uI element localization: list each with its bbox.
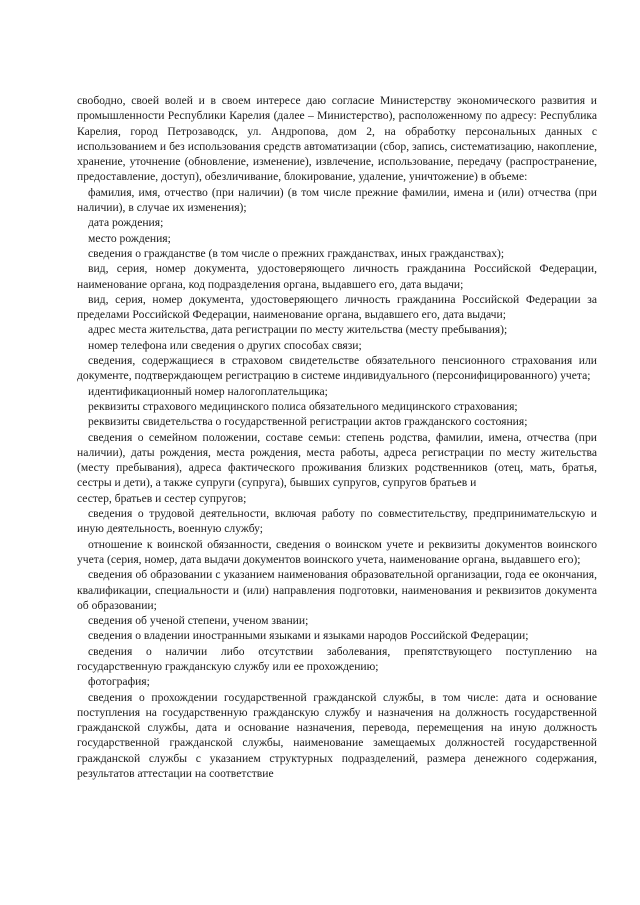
document-page	[77, 93, 597, 781]
list-item-academic-degree: сведения об ученой степени, ученом звании;	[88, 614, 309, 628]
list-item-medical-policy: реквизиты страхового медицинского полиса обязательного медицинского страхования;	[88, 399, 518, 413]
list-item-phone: номер телефона или сведения о других способах связи;	[88, 338, 362, 352]
list-item-citizenship: сведения о гражданстве (в том числе о прежних гражданствах, иных гражданствах);	[88, 246, 505, 260]
list-item-health: сведения о наличии либо отсутствии заболевания, препятствующего поступлению на государственную гражданскую службу или ее прохождению;	[77, 644, 597, 673]
list-item-military-record: отношение к воинской обязанности, сведения о воинском учете и реквизиты документов воинского учета (серия, номер, дата выдачи документов воинского учета, наименование органа, выдавшего его);	[77, 537, 597, 566]
list-item-languages: сведения о владении иностранными языками и языками народов Российской Федерации;	[88, 629, 529, 643]
list-item-taxpayer-number: идентификационный номер налогоплательщика;	[88, 384, 328, 398]
list-item-civil-registration: реквизиты свидетельства о государственной регистрации актов гражданского состояния;	[88, 415, 528, 429]
list-item-family-status-continued: сестер, братьев и сестер супругов;	[77, 491, 247, 505]
list-item-residence-address: адрес места жительства, дата регистрации по месту жительства (месту пребывания);	[88, 323, 508, 337]
consent-intro-paragraph: свободно, своей волей и в своем интересе даю согласие Министерству экономического развития и промышленности Республики Карелия (далее – Министерство), расположенному по адресу: Республика Карелия, город Петрозаводск, ул. Андропова, дом 2, на обработку персональных данных с использованием и без использования средств автоматизации (сбор, запись, систематизацию, накопление, хранение, уточнение (обновление, изменение), извлечение, использование, передачу (распространение, предоставление, доступ), обезличивание, блокирование, удаление, уничтожение) в объеме:	[77, 94, 597, 184]
list-item-foreign-passport: вид, серия, номер документа, удостоверяющего личность гражданина Российской Федерации за пределами Российской Федерации, наименование органа, выдавшего его, дата выдачи;	[77, 292, 597, 322]
list-item-full-name: фамилия, имя, отчество (при наличии) (в том числе прежние фамилии, имена и (или) отчества (при наличии), в случае их изменения);	[77, 185, 597, 215]
list-item-birth-date: дата рождения;	[88, 216, 164, 230]
list-item-photo: фотография;	[88, 675, 150, 689]
list-item-birth-place: место рождения;	[88, 231, 171, 245]
list-item-identity-document: вид, серия, номер документа, удостоверяющего личность гражданина Российской Федерации, наименование органа, код подразделения органа, выдавшего его, дата выдачи;	[77, 262, 597, 291]
list-item-work-history: сведения о трудовой деятельности, включая работу по совместительству, предпринимательскую и иную деятельность, военную службу;	[77, 507, 597, 536]
list-item-family-status: сведения о семейном положении, составе семьи: степень родства, фамилии, имена, отчества (при наличии), даты рождения, места рождения, места работы, адреса регистрации по месту жительства (месту пребывания), адреса фактического проживания близких родственников (отец, мать, братья, сестры и дети), а также супруги (супруга), бывших супругов, супругов братьев и	[77, 430, 597, 490]
list-item-education: сведения об образовании с указанием наименования образовательной организации, года ее окончания, квалификации, специальности и (или) направления подготовки, наименования и реквизитов документа об образовании;	[77, 568, 597, 612]
list-item-pension-insurance: сведения, содержащиеся в страховом свидетельстве обязательного пенсионного страхования или документе, подтверждающем регистрацию в системе индивидуального (персонифицированного) учета;	[77, 354, 597, 383]
list-item-civil-service: сведения о прохождении государственной гражданской службы, в том числе: дата и основание поступления на государственную гражданскую службу и назначения на должность государственной гражданской службы, дата и основание назначения, перевода, перемещения на иную должность государственной гражданской службы, наименование замещаемых должностей государственной гражданской службы с указанием структурных подразделений, размера денежного содержания, результатов аттестации на соответствие	[77, 690, 597, 781]
